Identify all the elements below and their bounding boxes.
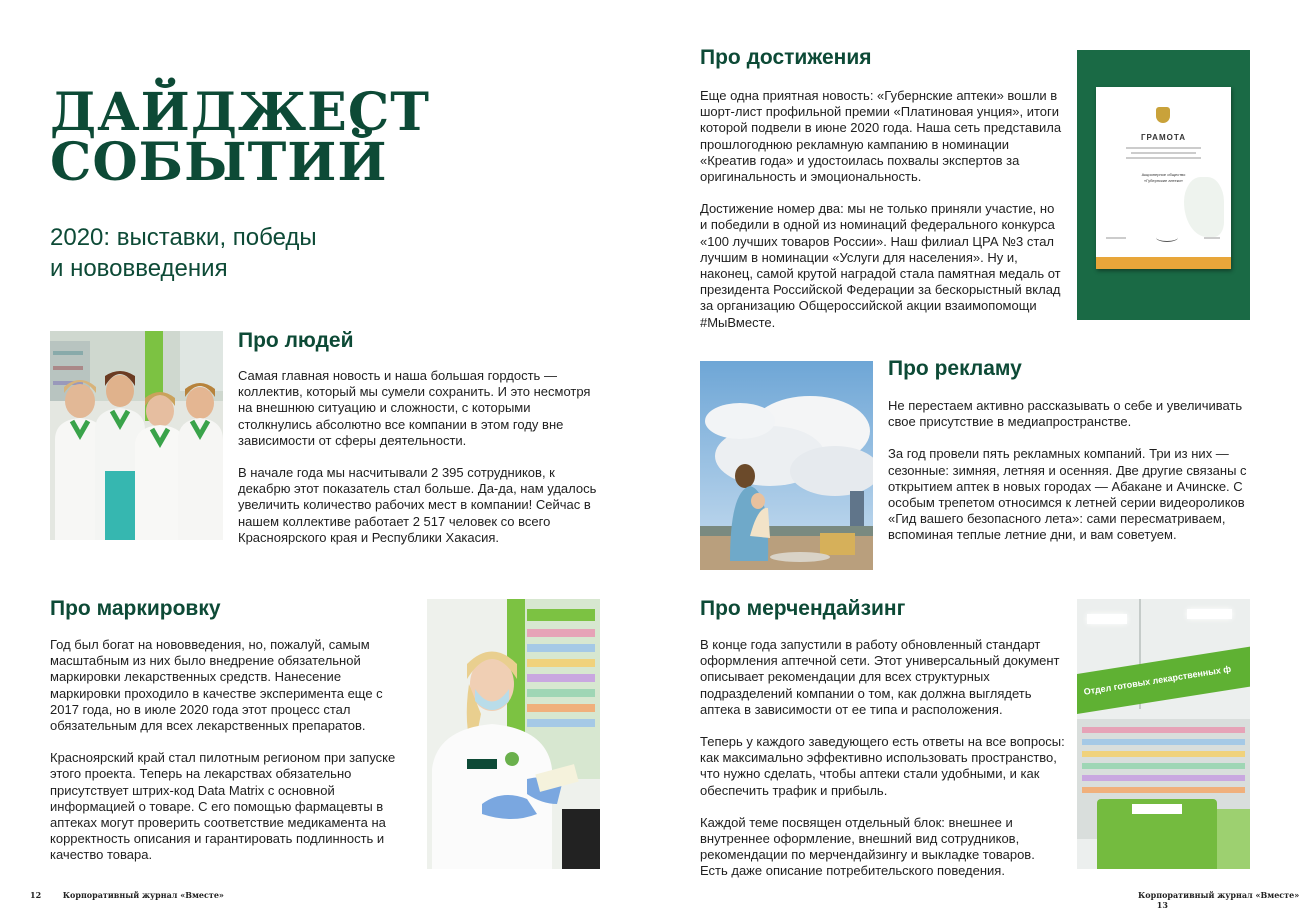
advertising-text — [888, 398, 1253, 544]
people-text — [238, 368, 600, 546]
merch-paragraph: Теперь у каждого заведующего есть ответы на все вопросы: как максимально эффективно использовать пространство, что нужно сделать, чтобы аптеки стали удобными, и как обеспечить трафик и прибыль. — [700, 734, 1065, 798]
coat-of-arms-icon — [1156, 107, 1170, 123]
merch-paragraph: Каждой теме посвящен отдельный блок: внешнее и внутреннее оформление, внешний вид сотрудников, рекомендации по мерчендайзингу и выкладке товаров. Есть даже описание потребительского поведения. — [700, 814, 1035, 879]
journal-name-left: Корпоративный журнал «Вместе» — [62, 890, 224, 900]
certificate-photo — [1077, 50, 1250, 320]
right-page — [650, 0, 1300, 919]
certificate-frame — [1096, 87, 1231, 269]
certificate-org-2: «Губернские аптеки» — [1143, 178, 1183, 183]
marking-paragraph: Год был богат на нововведения, но, пожалуй, самым масштабным из них было внедрение обязательной маркировки лекарственных средств. Нанесение маркировки проходило в качестве эксперимента еще с 2017 года, но в июле 2020 года этот процесс стал обязательным для всех лекарственных препаратов. — [50, 637, 383, 734]
achievements-text — [700, 88, 1065, 331]
store-sign: Отдел готовых лекарственных ф — [1083, 663, 1232, 697]
title-line-1: ДАЙДЖЕСТ — [50, 82, 430, 143]
achievements-paragraph: Еще одна приятная новость: «Губернские аптеки» вошли в шорт-лист профильной премии «Платиновая унция», итоги которой подвели в июне 2020 года. Наша сеть представила прошлогоднюю рекламную кампанию в номинации «Креатив года» и удостоилась похвалы экспертов за оригинальность и эмоциональность. — [700, 88, 1062, 185]
certificate-org-1: Акционерное общество — [1141, 172, 1186, 177]
subtitle-line-1: 2020: выставки, победы — [50, 224, 317, 251]
advertising-heading: Про рекламу — [888, 357, 1022, 380]
achievements-heading: Про достижения — [700, 46, 872, 69]
store-interior-photo — [1077, 599, 1250, 869]
marking-paragraph: Красноярский край стал пилотным регионом при запуске этого проекта. Теперь на лекарствах обязательно присутствует штрих-код Data Matrix с основной информацией о товаре. С его помощью фармацевты в аптеках могут проверить соответствие медикамента на корректность описания и гарантировать подлинность и качество товара. — [50, 750, 396, 863]
title-line-2: СОБЫТИЙ — [50, 132, 388, 193]
achievements-paragraph: Достижение номер два: мы не только приняли участие, но и победили в одной из номинаций федерального конкурса «100 лучших товаров России». Наш филиал ЦРА №3 стал лучшим в номинации «Услуги для населения». Ну и, наконец, самой крутой наградой стала памятная медаль от президента Российской Федерации за бескорыстный вклад за организацию Общероссийской акции взаимопомощи #МыВместе. — [700, 201, 1061, 330]
people-paragraph: Самая главная новость и наша большая гордость — коллектив, который мы сумели сохранить. И это несмотря на внешнюю ситуацию и сложности, с которыми столкнулись абсолютно все компании в этом году вне зависимости от сферы деятельности. — [238, 368, 591, 448]
merch-paragraph: В конце года запустили в работу обновленный стандарт оформления аптечной сети. Этот универсальный документ описывает рекомендации для всех структурных подразделений компании о том, как должна выглядеть аптека в зависимости от ее типа и расположения. — [700, 637, 1060, 717]
marking-heading: Про маркировку — [50, 597, 221, 620]
marking-text — [50, 637, 415, 864]
journal-name-right: Корпоративный журнал «Вместе» — [1138, 890, 1300, 900]
page-number-left: 12 — [30, 890, 42, 900]
page-number-right: 13 — [1156, 900, 1168, 910]
subtitle-line-2: и нововведения — [50, 255, 228, 282]
people-paragraph: В начале года мы насчитывали 2 395 сотрудников, к декабрю этот показатель стал больше. Да-да, нам удалось увеличить количество рабочих мест в компании! Сейчас в нашем коллективе работает 2 517 человек со всего Красноярского края и Республики Хакасия. — [238, 465, 597, 545]
merch-text — [700, 637, 1065, 880]
merch-heading: Про мерчендайзинг — [700, 597, 906, 620]
advertising-paragraph: Не перестаем активно рассказывать о себе и увеличивать свое присутствие в медиапространстве. — [888, 398, 1243, 430]
digest-title — [50, 82, 430, 193]
advertising-paragraph: За год провели пять рекламных компаний. Три из них — сезонные: зимняя, летняя и осенняя. Две другие связаны с открытием аптек в новых городах — Абакане и Ачинске. С особым трепетом относимся к летней серии видеороликов «Гид вашего безопасного лета»: сами пересматриваем, вспоминая теплые летние дни, и вам советуем. — [888, 446, 1247, 543]
footer-right — [1138, 890, 1300, 910]
footer-left — [30, 890, 224, 900]
certificate-title: ГРАМОТА — [1141, 133, 1186, 142]
summer-ad-photo — [700, 361, 873, 570]
digest-subtitle — [50, 222, 410, 284]
pharmacist-photo — [427, 599, 600, 869]
people-heading: Про людей — [238, 329, 354, 352]
staff-group-photo — [50, 331, 223, 540]
